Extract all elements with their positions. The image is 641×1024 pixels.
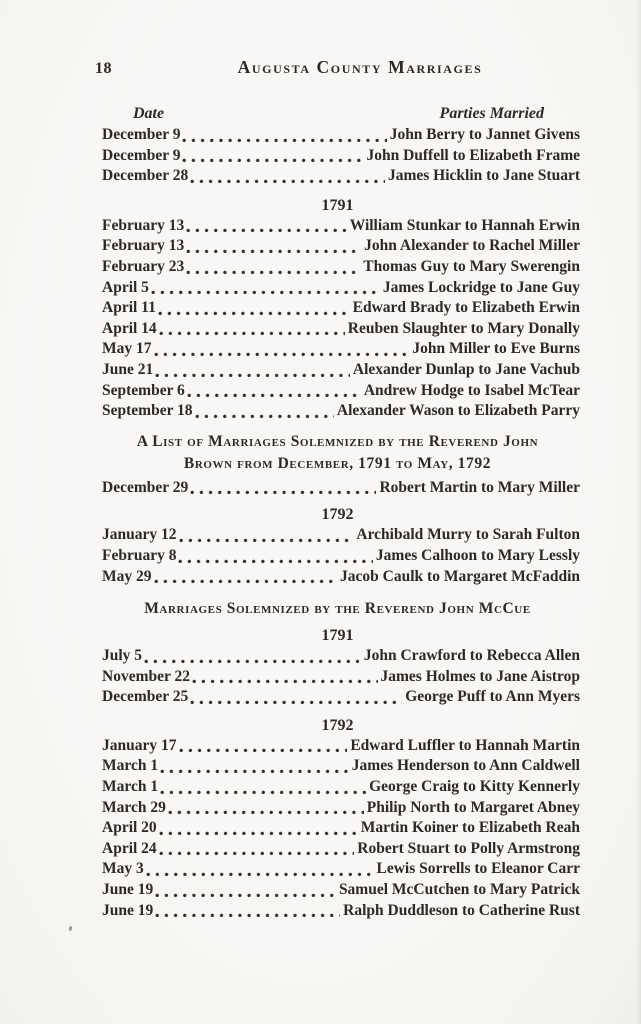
marriage-parties: John Alexander to Rachel Miller	[364, 237, 580, 255]
dot-leader	[168, 810, 364, 815]
running-header: Augusta County Marriages	[237, 57, 483, 77]
marriage-date: May 29	[102, 567, 152, 585]
marriage-row	[95, 646, 580, 667]
dot-leader	[186, 249, 361, 254]
marriage-row	[95, 667, 580, 688]
marriage-parties: Jacob Caulk to Margaret McFaddin	[340, 567, 580, 585]
marriage-parties: Lewis Sorrells to Eleanor Carr	[376, 860, 580, 878]
marriage-parties: Martin Koiner to Elizabeth Reah	[360, 819, 580, 837]
marriage-date: February 8	[102, 546, 177, 564]
marriage-row	[95, 319, 580, 340]
marriage-row	[95, 298, 580, 319]
brown-section-heading	[95, 431, 580, 475]
marriage-date: April 5	[102, 278, 149, 296]
marriage-parties: George Puff to Ann Myers	[405, 688, 580, 706]
year-heading-1792: 1792	[321, 506, 354, 524]
marriage-parties: Alexander Dunlap to Jane Vachub	[352, 360, 580, 378]
dot-leader	[151, 290, 380, 295]
marriage-parties: Reuben Slaughter to Mary Donally	[347, 319, 580, 337]
year-heading-1791: 1791	[321, 196, 354, 214]
marriage-date: September 18	[102, 402, 193, 420]
marriage-row	[95, 687, 580, 708]
marriage-row	[95, 880, 580, 901]
marriage-row	[95, 339, 580, 360]
marriage-date: April 20	[102, 819, 157, 837]
marriage-row	[95, 777, 580, 798]
page-edge-shadow	[637, 0, 641, 1024]
marriage-row	[95, 257, 580, 278]
marriage-parties: Robert Stuart to Polly Armstrong	[357, 839, 580, 857]
brown-rows	[95, 478, 580, 499]
marriage-parties: Andrew Hodge to Isabel McTear	[363, 381, 580, 399]
dot-leader	[155, 913, 340, 918]
page-number: 18	[95, 60, 112, 77]
marriage-row	[95, 478, 580, 499]
marriage-row	[95, 166, 580, 187]
marriage-row	[95, 901, 580, 922]
marriage-parties: Ralph Duddleson to Catherine Rust	[343, 901, 580, 919]
marriage-parties: James Calhoon to Mary Lessly	[375, 546, 580, 564]
marriage-parties: Alexander Wason to Elizabeth Parry	[336, 402, 580, 420]
brown-heading-line2: Brown from December, 1791 to May, 1792	[183, 454, 492, 472]
marriage-row	[95, 216, 580, 237]
marriage-date: February 13	[102, 216, 185, 234]
dot-leader	[192, 679, 378, 684]
dot-leader	[187, 393, 361, 398]
marriage-date: December 25	[102, 688, 189, 706]
dot-leader	[144, 659, 361, 664]
dot-leader	[195, 414, 334, 419]
marriage-date: June 21	[102, 360, 154, 378]
marriage-date: December 28	[102, 167, 189, 185]
marriage-row	[95, 546, 580, 567]
dot-leader	[146, 872, 374, 877]
marriage-row	[95, 146, 580, 167]
dot-leader	[154, 579, 338, 584]
marriage-row	[95, 798, 580, 819]
marriage-parties: Archibald Murry to Sarah Fulton	[356, 526, 580, 544]
marriage-date: June 19	[102, 901, 154, 919]
marriage-row	[95, 236, 580, 257]
marriage-date: September 6	[102, 381, 185, 399]
marriage-date: March 1	[102, 778, 159, 796]
scan-artifact	[68, 926, 72, 932]
marriage-row	[95, 818, 580, 839]
marriage-date: November 22	[102, 667, 190, 685]
marriage-row	[95, 278, 580, 299]
year-1791-rows	[95, 216, 580, 422]
brown-heading-line1: A List of Marriages Solemnized by the Reverend John	[136, 432, 539, 450]
page-header	[95, 57, 580, 79]
marriage-row	[95, 360, 580, 381]
marriage-date: February 13	[102, 237, 185, 255]
marriage-row	[95, 736, 580, 757]
dot-leader	[186, 270, 360, 275]
parties-column-header: Parties Married	[439, 105, 544, 122]
marriage-date: February 23	[102, 257, 185, 275]
marriage-parties: John Duffell to Elizabeth Frame	[366, 146, 580, 164]
marriage-date: April 14	[102, 319, 157, 337]
marriage-parties: Edward Luffler to Hannah Martin	[350, 736, 580, 754]
year-heading-1791-mccue: 1791	[321, 627, 354, 645]
marriage-parties: James Lockridge to Jane Guy	[382, 278, 580, 296]
dot-leader	[160, 769, 349, 774]
dot-leader	[190, 700, 402, 705]
marriage-parties: James Hicklin to Jane Stuart	[387, 167, 580, 185]
marriage-date: December 9	[102, 126, 181, 143]
marriage-parties: Philip North to Margaret Abney	[366, 798, 580, 816]
marriage-date: March 29	[102, 798, 166, 816]
marriage-date: June 19	[102, 881, 154, 899]
date-column-header: Date	[133, 105, 165, 122]
marriage-parties: George Craig to Kitty Kennerly	[369, 778, 580, 796]
dot-leader	[182, 138, 386, 143]
dot-leader	[179, 748, 348, 753]
marriage-date: January 17	[102, 736, 177, 754]
year-1791-mccue-rows	[95, 646, 580, 708]
marriage-row	[95, 381, 580, 402]
dot-leader	[155, 373, 350, 378]
marriage-parties: John Berry to Jannet Givens	[389, 126, 580, 143]
marriage-row	[95, 756, 580, 777]
dot-leader	[190, 490, 376, 495]
marriage-date: July 5	[102, 647, 143, 665]
dot-leader	[154, 352, 410, 357]
dot-leader	[179, 538, 354, 543]
marriage-date: April 11	[102, 299, 156, 317]
marriage-date: May 17	[102, 340, 152, 358]
marriage-row	[95, 839, 580, 860]
page-content	[95, 57, 580, 921]
marriage-parties: Samuel McCutchen to Mary Patrick	[338, 881, 580, 899]
marriage-parties: Thomas Guy to Mary Swerengin	[363, 257, 580, 275]
marriage-parties: John Crawford to Rebecca Allen	[363, 647, 580, 665]
mccue-section-heading: Marriages Solemnized by the Reverend John McCue	[144, 600, 531, 618]
marriage-date: April 24	[102, 839, 157, 857]
dot-leader	[190, 179, 385, 184]
dot-leader	[159, 851, 355, 856]
dot-leader	[155, 893, 336, 898]
marriage-date: December 9	[102, 146, 181, 164]
marriage-row	[95, 125, 580, 146]
year-heading-1792-mccue: 1792	[321, 716, 354, 734]
dot-leader	[178, 559, 372, 564]
marriage-row	[95, 859, 580, 880]
dot-leader	[186, 228, 346, 233]
dot-leader	[159, 331, 345, 336]
marriage-date: January 12	[102, 526, 177, 544]
marriage-parties: James Henderson to Ann Caldwell	[351, 757, 580, 775]
marriage-parties: John Miller to Eve Burns	[412, 340, 580, 358]
marriage-row	[95, 525, 580, 546]
year-1792-brown-rows	[95, 525, 580, 587]
marriage-parties: William Stunkar to Hannah Erwin	[349, 216, 580, 234]
marriage-date: May 3	[102, 860, 144, 878]
year-1792-mccue-rows	[95, 736, 580, 921]
dot-leader	[182, 158, 363, 163]
marriage-row	[95, 567, 580, 588]
dot-leader	[160, 790, 366, 795]
marriage-parties: James Holmes to Jane Aistrop	[380, 667, 580, 685]
marriage-row	[95, 401, 580, 422]
intro-rows	[95, 125, 580, 187]
marriage-parties: Edward Brady to Elizabeth Erwin	[352, 299, 580, 317]
marriage-date: March 1	[102, 757, 159, 775]
column-headers	[95, 103, 580, 125]
marriage-date: December 29	[102, 478, 189, 496]
marriage-parties: Robert Martin to Mary Miller	[379, 478, 580, 496]
dot-leader	[158, 311, 350, 316]
dot-leader	[159, 831, 358, 836]
